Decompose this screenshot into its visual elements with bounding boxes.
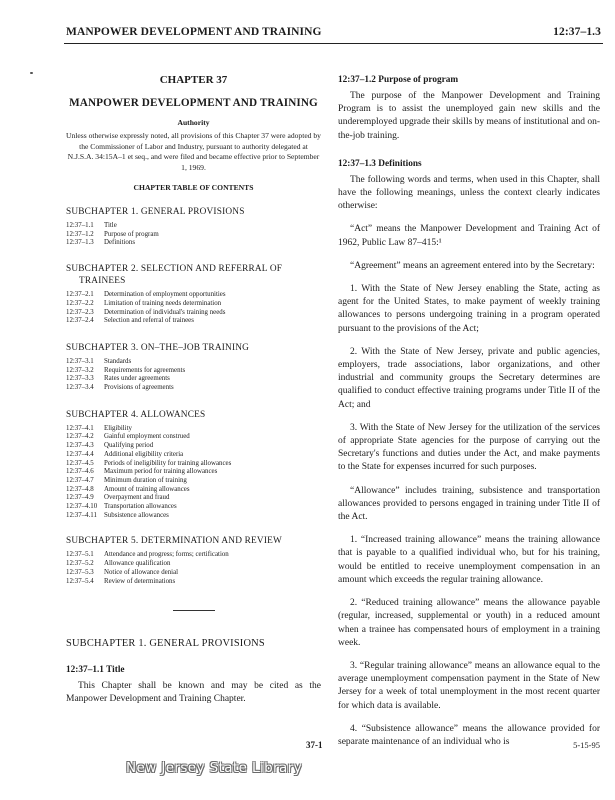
page-footer — [0, 740, 615, 754]
section-1-3-intro: The following words and terms, when used in this Chapter, shall have the following meanings, unless the context clearly indicates otherwise: — [338, 174, 600, 212]
toc-entry-title: Standards — [104, 357, 132, 365]
section-1-2-heading: 12:37–1.2 Purpose of program — [338, 75, 459, 85]
toc-entry-list — [66, 358, 321, 393]
authority-label: Authority — [177, 118, 210, 127]
toc-entry-number: 12:37–4.6 — [66, 468, 94, 476]
definition-allowance: “Allowance” includes training, subsistence and transportation allowances provided to persons engaged in training under Title II of the Act. — [338, 485, 600, 523]
toc-subchapter-4 — [66, 409, 321, 521]
toc-entry — [66, 569, 321, 578]
toc-entry-title: Maximum period for training allowances — [104, 468, 218, 476]
toc-entry-list — [66, 425, 321, 521]
toc-entry — [66, 560, 321, 569]
header-section-range: 12:37–1.3 — [553, 26, 601, 38]
toc-entry — [66, 451, 321, 460]
toc-entry-number: 12:37–4.3 — [66, 442, 94, 450]
toc-entry — [66, 578, 321, 587]
toc-entry — [66, 309, 321, 318]
toc-entry-title: Additional eligibility criteria — [104, 450, 184, 458]
toc-entry-number: 12:37–2.3 — [66, 308, 94, 316]
toc-entry-title: Minimum duration of training — [104, 476, 187, 484]
allowance-item-2: 2. “Reduced training allowance” means the allowance payable (regular, increased, supplemental or youth) in a reduced amount when a trainee has compensated hours of employment in a training week. — [338, 598, 600, 648]
toc-entry-title: Periods of ineligibility for training allowances — [104, 459, 232, 467]
toc-subchapter-heading: SUBCHAPTER 4. ALLOWANCES — [66, 409, 206, 420]
toc-entry — [66, 384, 321, 393]
toc-entry-list — [66, 551, 321, 586]
allowance-item-3: 3. “Regular training allowance” means an allowance equal to the average unemployment compensation payment in the State of New Jersey for a week of total unemployment in the most recent quarter for which data is available. — [338, 660, 600, 711]
toc-entry-number: 12:37–3.2 — [66, 366, 94, 374]
toc-entry — [66, 486, 321, 495]
page-number: 37-1 — [306, 740, 323, 750]
toc-entry-title: Overpayment and fraud — [104, 494, 170, 502]
toc-entry-number: 12:37–5.2 — [66, 560, 94, 568]
section-1-1-text: This Chapter shall be known and may be cited as the Manpower Development and Training Chapter. — [66, 681, 321, 705]
toc-entry — [66, 460, 321, 469]
left-column — [66, 74, 321, 707]
agreement-item-2: 2. With the State of New Jersey, private and public agencies, employers, trade associations, labor organizations, and other industrial and community groups the Secretary determines are qualified to conduct effective training programs under Title II of the Act; and — [338, 346, 600, 410]
toc-subchapter-heading: SUBCHAPTER 5. DETERMINATION AND REVIEW — [66, 536, 282, 547]
toc-entry-title: Limitation of training needs determination — [104, 299, 222, 307]
toc-entry — [66, 494, 321, 503]
toc-subchapter-1 — [66, 206, 321, 248]
toc-entry — [66, 317, 321, 326]
toc-entry-title: Purpose of program — [104, 230, 159, 238]
toc-entry-title: Requirements for agreements — [104, 366, 186, 374]
toc-entry-number: 12:37–1.1 — [66, 222, 94, 229]
toc-entry-title: Subsistence allowances — [104, 511, 169, 519]
toc-entry — [66, 222, 321, 231]
toc-entry — [66, 358, 321, 367]
toc-entry-number: 12:37–2.1 — [66, 291, 94, 299]
toc-entry-title: Transportation allowances — [104, 503, 177, 511]
definition-agreement: “Agreement” means an agreement entered into by the Secretary: — [350, 260, 595, 271]
running-header — [66, 26, 601, 40]
toc-entry — [66, 239, 321, 248]
toc-subchapter-5 — [66, 535, 321, 586]
toc-entry — [66, 300, 321, 309]
toc-entry-number: 12:37–1.3 — [66, 239, 94, 247]
toc-entry-number: 12:37–4.10 — [66, 503, 98, 511]
toc-entry-title: Selection and referral of trainees — [104, 317, 194, 325]
toc-entry — [66, 367, 321, 376]
toc-entry-number: 12:37–4.8 — [66, 485, 94, 493]
section-1-2-text: The purpose of the Manpower Development and Training Program is to assist the unemployed gain new skills and the underemployed upgrade their skills by means of institutional and on-the-job training. — [338, 91, 600, 141]
toc-entry-title: Rates under agreements — [104, 375, 170, 383]
toc-subchapter-heading: SUBCHAPTER 1. GENERAL PROVISIONS — [66, 207, 245, 217]
agreement-item-1: 1. With the State of New Jersey enabling the State, acting as agent for the United States, to make payment of weekly training allowances to persons undergoing training in a program operated pursuant to the provisions of the Act; — [338, 284, 600, 334]
chapter-title: MANPOWER DEVELOPMENT AND TRAINING — [69, 97, 318, 109]
allowance-item-1: 1. “Increased training allowance” means the training allowance that is payable to a qualified individual who, but for his training, would be entitled to receive unemployment compensation in an amount which exceeds the regular training allowance. — [338, 535, 600, 585]
toc-subchapter-heading: SUBCHAPTER 3. ON–THE–JOB TRAINING — [66, 342, 250, 353]
toc-entry-title: Qualifying period — [104, 442, 154, 450]
toc-entry — [66, 503, 321, 512]
toc-entry-number: 12:37–4.9 — [66, 494, 94, 502]
toc-subchapter-heading — [66, 263, 321, 287]
toc-entry-number: 12:37–4.7 — [66, 476, 94, 484]
toc-entry-number: 12:37–2.2 — [66, 299, 94, 307]
toc-entry-number: 12:37–3.1 — [66, 357, 94, 365]
toc-entry-title: Notice of allowance denial — [104, 568, 179, 576]
toc-entry-number: 12:37–4.1 — [66, 424, 94, 432]
right-column — [338, 75, 600, 749]
toc-entry-title: Amount of training allowances — [104, 485, 190, 493]
toc-entry — [66, 425, 321, 434]
toc-subchapter-2 — [66, 263, 321, 326]
revision-date: 5-15-95 — [573, 740, 600, 750]
chapter-number: CHAPTER 37 — [159, 74, 228, 86]
section-divider — [173, 610, 215, 611]
toc-entry-number: 12:37–4.4 — [66, 450, 94, 458]
toc-entry — [66, 442, 321, 451]
toc-subchapter-3 — [66, 342, 321, 393]
toc-entry-number: 12:37–5.4 — [66, 577, 94, 585]
toc-entry-number: 12:37–1.2 — [66, 230, 94, 238]
toc-entry — [66, 291, 321, 300]
section-1-1-heading: 12:37–1.1 Title — [66, 665, 125, 676]
toc-subchapter-heading-line1: SUBCHAPTER 2. SELECTION AND REFERRAL OF — [66, 264, 283, 275]
toc-title: CHAPTER TABLE OF CONTENTS — [133, 183, 254, 192]
subchapter-1-heading: SUBCHAPTER 1. GENERAL PROVISIONS — [66, 638, 265, 650]
toc-entry-number: 12:37–3.4 — [66, 384, 94, 392]
toc-entry-title: Review of determinations — [104, 577, 176, 585]
toc-entry-number: 12:37–3.3 — [66, 375, 94, 383]
authority-text: Unless otherwise expressly noted, all provisions of this Chapter 37 were adopted by the Commissioner of Labor and Industry, pursuant to authority delegated at N.J.S.A. 34:15A–1 et seq., and were filed and became effective prior to September 1, 1969. — [66, 131, 321, 172]
toc-entry — [66, 433, 321, 442]
toc-entry-title: Determination of employment opportunities — [104, 291, 226, 299]
toc-entry-number: 12:37–4.2 — [66, 433, 94, 441]
toc-entry-number: 12:37–4.5 — [66, 459, 94, 467]
scan-speck — [30, 72, 33, 74]
definition-act: “Act” means the Manpower Development and Training Act of 1962, Public Law 87–415:¹ — [338, 224, 600, 248]
allowance-item-4: 4. “Subsistence allowance” means the allowance provided for separate maintenance of an individual who is — [338, 723, 600, 747]
toc-entry-title: Determination of individual's training needs — [104, 308, 226, 316]
toc-entry-list — [66, 291, 321, 326]
toc-entry — [66, 375, 321, 384]
toc-entry — [66, 512, 321, 521]
agreement-item-3: 3. With the State of New Jersey for the utilization of the services of appropriate State agencies for the purpose of carrying out the Secretary's functions and duties under the Act, and make payments to the State for expenses incurred for such purposes. — [338, 422, 600, 473]
library-watermark: New Jersey State Library — [126, 760, 303, 776]
toc-entry-number: 12:37–5.3 — [66, 568, 94, 576]
toc-entry — [66, 551, 321, 560]
toc-entry-list — [66, 222, 321, 248]
header-rule — [64, 43, 603, 44]
toc-entry-title: Definitions — [104, 239, 136, 247]
toc-entry-number: 12:37–2.4 — [66, 317, 94, 325]
header-title: MANPOWER DEVELOPMENT AND TRAINING — [66, 26, 322, 38]
toc-entry-title: Attendance and progress; forms; certification — [104, 551, 229, 559]
section-1-3-heading: 12:37–1.3 Definitions — [338, 158, 422, 169]
toc-entry-number: 12:37–4.11 — [66, 511, 97, 519]
toc-entry — [66, 477, 321, 486]
toc-entry-title: Eligibility — [104, 424, 132, 432]
toc-entry-title: Gainful employment construed — [104, 433, 190, 441]
toc-entry — [66, 468, 321, 477]
toc-entry-number: 12:37–5.1 — [66, 551, 94, 559]
toc-entry-title: Provisions of agreements — [104, 384, 174, 392]
toc-entry-title: Allowance qualification — [104, 560, 171, 568]
toc-entry — [66, 231, 321, 240]
toc-entry-title: Title — [104, 222, 117, 229]
toc-subchapter-heading-line2: TRAINEES — [79, 276, 126, 287]
